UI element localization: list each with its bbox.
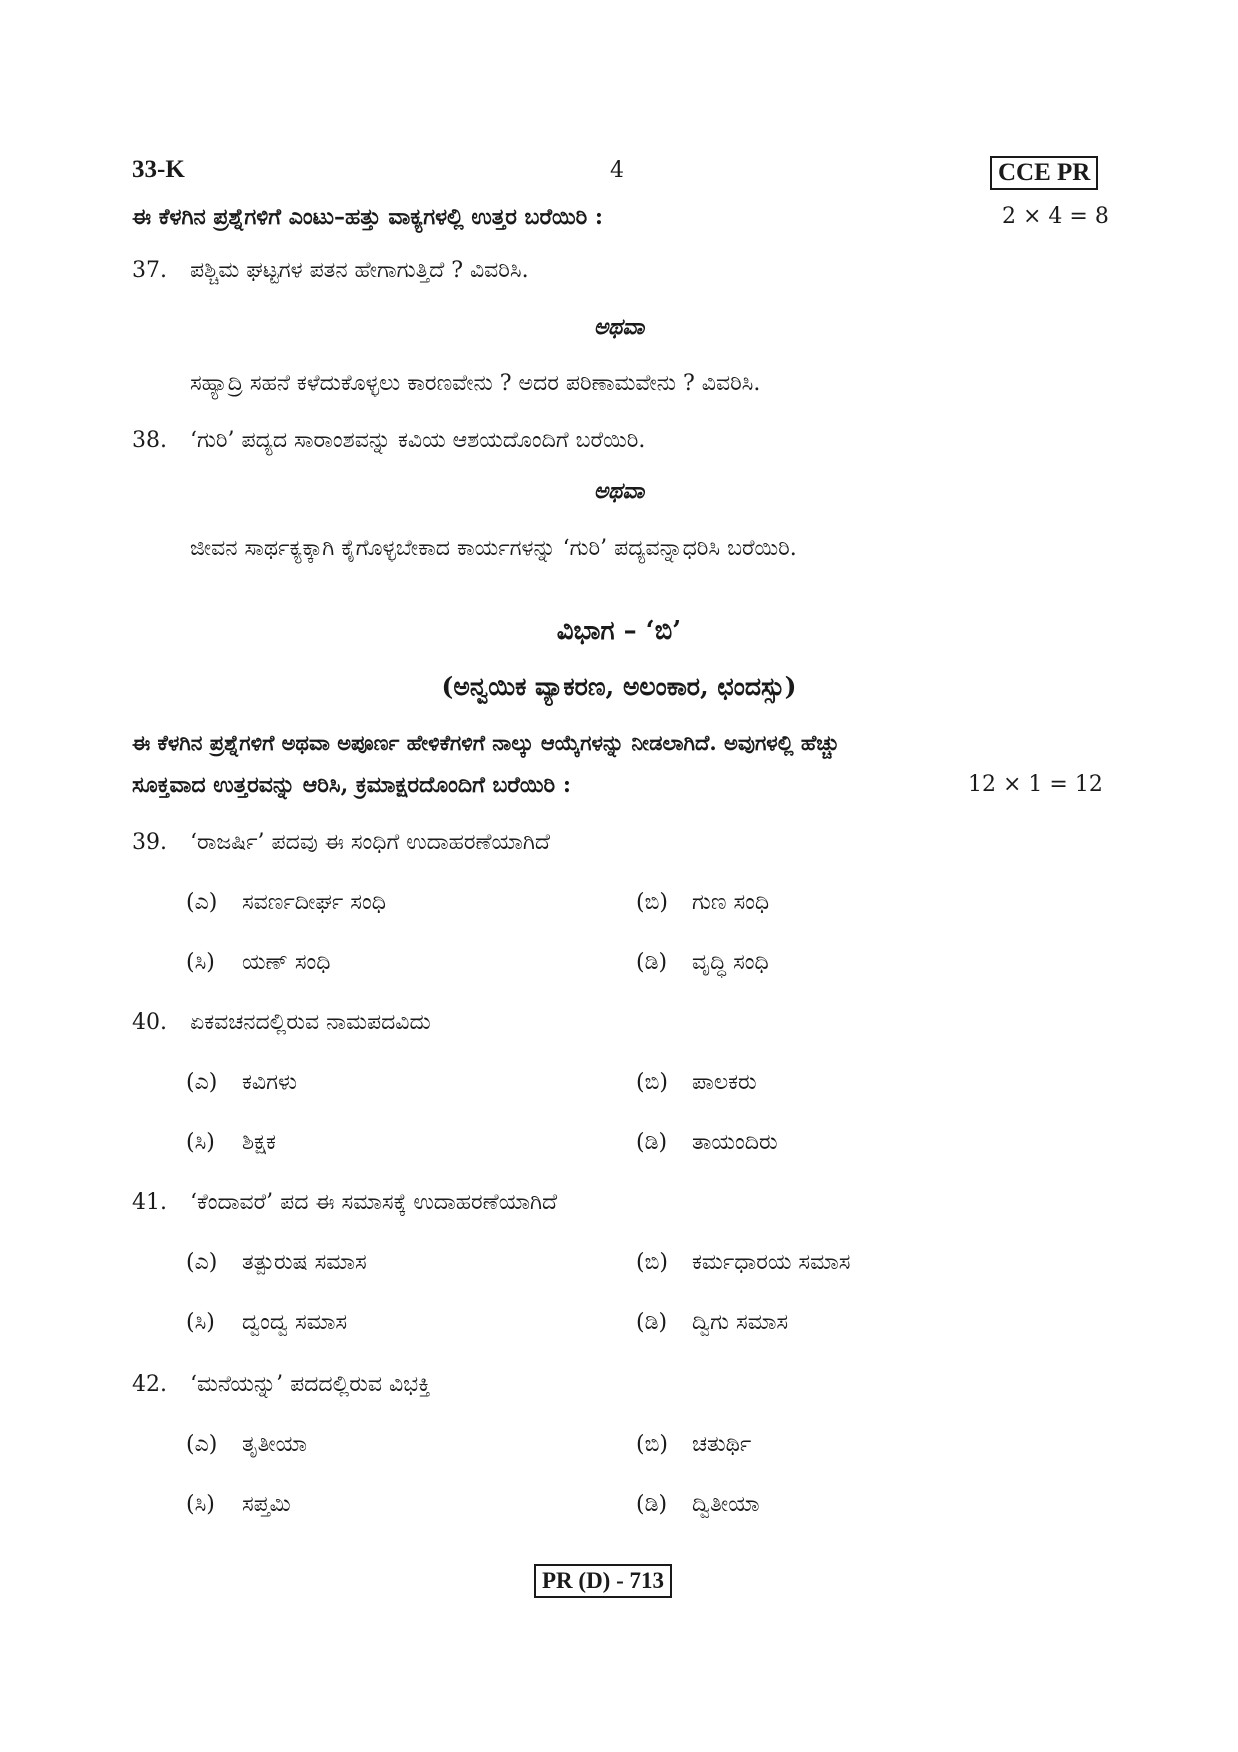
option-text: ಯಣ್ ಸಂಧಿ [242,950,331,975]
option-text: ಗುಣ ಸಂಧಿ [692,890,770,915]
question-38-text: ‘ಗುರಿ’ ಪದ್ಯದ ಸಾರಾಂಶವನ್ನು ಕವಿಯ ಆಶಯದೊಂದಿಗೆ ಬರೆಯಿರಿ. [190,428,646,453]
option-text: ದ್ವಿತೀಯಾ [692,1492,760,1517]
question-41-option-d [636,1310,788,1335]
question-38-alt-text: ಜೀವನ ಸಾರ್ಥಕ್ಯಕ್ಕಾಗಿ ಕೈಗೊಳ್ಳಬೇಕಾದ ಕಾರ್ಯಗಳನ್ನು ‘ಗುರಿ’ ಪದ್ಯವನ್ನಾಧರಿಸಿ ಬರೆಯಿರಿ. [190,536,797,561]
option-text: ತಾಯಂದಿರು [692,1130,778,1155]
option-label: (ಡಿ) [636,1492,668,1517]
question-39-number: 39. [132,830,167,855]
option-label: (ಡಿ) [636,1130,668,1155]
option-label: (ಡಿ) [636,1310,668,1335]
cce-pr-badge: CCE PR [990,156,1098,190]
option-text: ಪಾಲಕರು [692,1070,757,1095]
option-label: (ಸಿ) [186,1310,215,1335]
question-40-number: 40. [132,1010,167,1035]
question-42-option-d [636,1492,759,1517]
question-39-option-b [636,890,769,915]
section-b-instruction-line1: ಈ ಕೆಳಗಿನ ಪ್ರಶ್ನೆಗಳಿಗೆ ಅಥವಾ ಅಪೂರ್ಣ ಹೇಳಿಕೆಗಳಿಗೆ ನಾಲ್ಕು ಆಯ್ಕೆಗಳನ್ನು ನೀಡಲಾಗಿದೆ. ಅವುಗಳಲ್ಲಿ ಹೆಚ್ಚು [132,730,840,755]
option-label: (ಬಿ) [636,890,668,915]
question-41-option-c [186,1310,347,1335]
question-38-number: 38. [132,428,167,453]
question-42-option-c [186,1492,291,1517]
option-text: ತೃತೀಯಾ [242,1432,307,1457]
question-37-or-label: ಅಥವಾ [593,314,645,340]
option-text: ಸವರ್ಣದೀರ್ಘ ಸಂಧಿ [242,890,386,915]
question-39-option-c [186,950,330,975]
question-42-number: 42. [132,1372,167,1397]
page-number: 4 [610,158,624,183]
option-label: (ಬಿ) [636,1250,668,1275]
question-37-number: 37. [132,258,167,283]
question-42-option-b [636,1432,751,1457]
question-40-option-d [636,1130,778,1155]
question-39-text: ‘ರಾಜರ್ಷಿ’ ಪದವು ಈ ಸಂಧಿಗೆ ಉದಾಹರಣೆಯಾಗಿದೆ [190,830,550,855]
section-b-marks: 12 × 1 = 12 [968,772,1103,797]
question-42-text: ‘ಮನೆಯನ್ನು’ ಪದದಲ್ಲಿರುವ ವಿಭಕ್ತಿ [190,1372,431,1397]
footer-code: PR (D) - 713 [534,1564,672,1598]
option-label: (ಸಿ) [186,1492,215,1517]
question-41-text: ‘ಕೆಂದಾವರೆ’ ಪದ ಈ ಸಮಾಸಕ್ಕೆ ಉದಾಹರಣೆಯಾಗಿದೆ [190,1190,558,1215]
question-40-option-b [636,1070,757,1095]
question-37-alt-text: ಸಹ್ಯಾದ್ರಿ ಸಹನೆ ಕಳೆದುಕೊಳ್ಳಲು ಕಾರಣವೇನು ? ಅದರ ಪರಿಣಾಮವೇನು ? ವಿವರಿಸಿ. [190,371,761,396]
option-label: (ಬಿ) [636,1432,668,1457]
option-label: (ಎ) [186,1250,218,1275]
option-text: ದ್ವಿಗು ಸಮಾಸ [692,1310,789,1335]
long-answer-instruction: ಈ ಕೆಳಗಿನ ಪ್ರಶ್ನೆಗಳಿಗೆ ಎಂಟು–ಹತ್ತು ವಾಕ್ಯಗಳಲ್ಲಿ ಉತ್ತರ ಬರೆಯಿರಿ : [132,204,603,230]
question-39-option-d [636,950,769,975]
option-text: ಕವಿಗಳು [242,1070,297,1095]
option-text: ತತ್ಪುರುಷ ಸಮಾಸ [242,1250,367,1275]
long-answer-marks: 2 × 4 = 8 [1002,204,1109,229]
section-b-title: ವಿಭಾಗ – ‘ಬಿ’ [556,616,682,646]
option-label: (ಬಿ) [636,1070,668,1095]
question-39-option-a [186,890,386,915]
question-41-option-a [186,1250,367,1275]
question-41-option-b [636,1250,850,1275]
question-42-option-a [186,1432,307,1457]
option-text: ದ್ವಂದ್ವ ಸಮಾಸ [242,1310,348,1335]
option-label: (ಸಿ) [186,950,215,975]
option-text: ಶಿಕ್ಷಕ [242,1130,276,1155]
question-40-text: ಏಕವಚನದಲ್ಲಿರುವ ನಾಮಪದವಿದು [190,1010,431,1035]
option-text: ವೃದ್ಧಿ ಸಂಧಿ [692,950,769,975]
option-label: (ಎ) [186,1070,218,1095]
section-b-subtitle: (ಅನ್ವಯಿಕ ವ್ಯಾಕರಣ, ಅಲಂಕಾರ, ಛಂದಸ್ಸು) [441,672,797,701]
section-b-instruction-line2: ಸೂಕ್ತವಾದ ಉತ್ತರವನ್ನು ಆರಿಸಿ, ಕ್ರಮಾಕ್ಷರದೊಂದಿಗೆ ಬರೆಯಿರಿ : [132,772,571,798]
option-text: ಕರ್ಮಧಾರಯ ಸಮಾಸ [692,1250,851,1275]
question-40-option-c [186,1130,276,1155]
option-text: ಚತುರ್ಥಿ [692,1432,752,1457]
question-38-or-label: ಅಥವಾ [593,478,645,504]
question-40-option-a [186,1070,297,1095]
option-label: (ಎ) [186,1432,218,1457]
option-label: (ಡಿ) [636,950,668,975]
question-41-number: 41. [132,1190,167,1215]
option-label: (ಎ) [186,890,218,915]
question-37-text: ಪಶ್ಚಿಮ ಘಟ್ಟಗಳ ಪತನ ಹೇಗಾಗುತ್ತಿದೆ ? ವಿವರಿಸಿ. [190,258,529,283]
option-label: (ಸಿ) [186,1130,215,1155]
option-text: ಸಪ್ತಮಿ [242,1492,291,1517]
paper-code: 33-K [132,156,185,183]
